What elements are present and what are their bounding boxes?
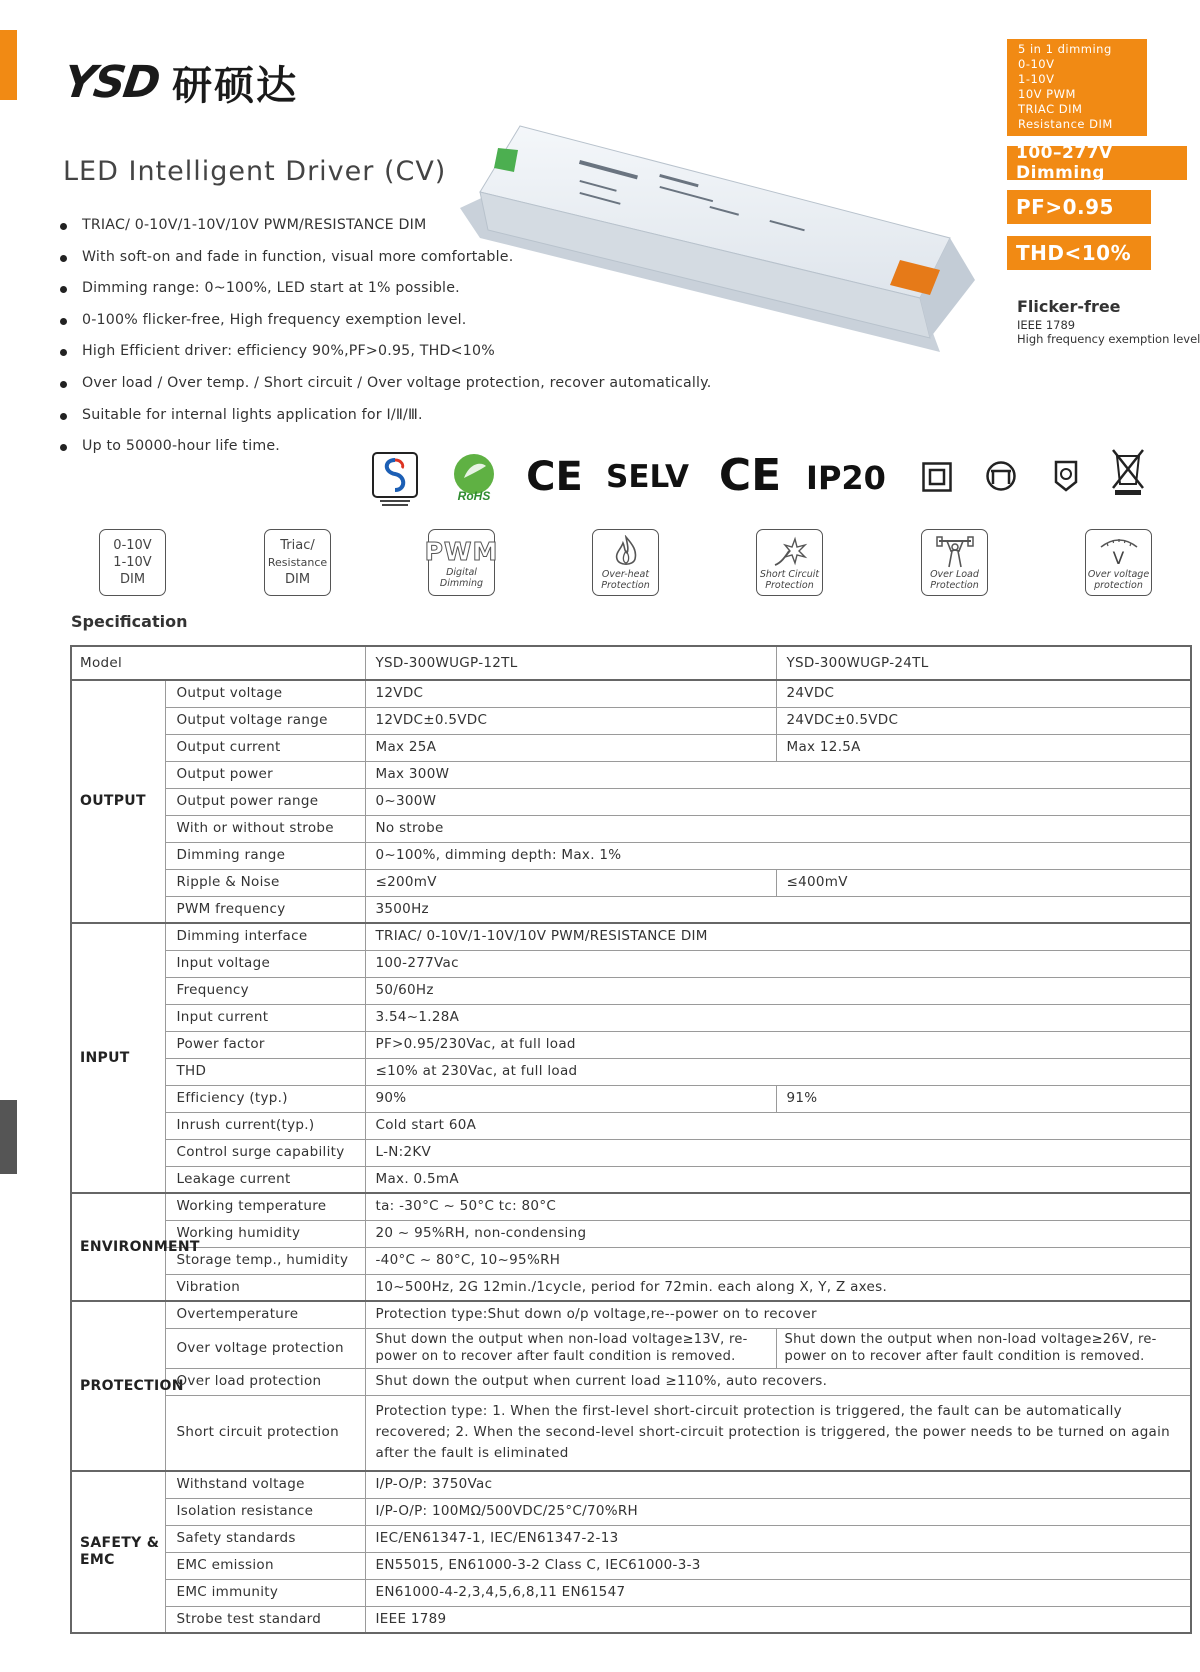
spec-row	[71, 761, 1191, 788]
model-label: Model	[71, 646, 365, 680]
product-image	[460, 120, 1000, 360]
icon-short-circuit-protection	[756, 529, 823, 596]
dimming-mode-line: 10V PWM	[1018, 87, 1076, 101]
feature-item: With soft-on and fade in function, visual more comfortable.	[58, 247, 618, 279]
flicker-level: High frequency exemption level	[1017, 332, 1200, 346]
spec-value: ta: -30°C ~ 50°C tc: 80°C	[365, 1193, 1191, 1220]
spec-row	[71, 1166, 1191, 1193]
pwm-big-label: PWM	[424, 536, 499, 566]
page-title: LED Intelligent Driver (CV)	[63, 156, 447, 187]
spec-value-12v: ≤200mV	[365, 869, 776, 896]
spec-row	[71, 680, 1191, 707]
icon-label-line: Resistance	[267, 556, 328, 569]
spec-row	[71, 1301, 1191, 1328]
spec-parameter: Inrush current(typ.)	[165, 1112, 365, 1139]
icon-small-label: Over-heat	[601, 568, 650, 580]
dimming-mode-line: 1-10V	[1018, 72, 1055, 86]
spec-parameter: With or without strobe	[165, 815, 365, 842]
icon-over-voltage-protection	[1085, 529, 1152, 596]
icon-label-line: 1-10V	[113, 555, 152, 570]
model-12v: YSD-300WUGP-12TL	[365, 646, 776, 680]
ce-mark-icon: CE	[526, 454, 583, 500]
icon-small-label: Short Circuit	[759, 568, 820, 580]
independent-driver-icon	[983, 458, 1019, 494]
feature-item: High Efficient driver: efficiency 90%,PF>0.95, THD<10%	[58, 341, 618, 373]
spec-value: 100-277Vac	[365, 950, 1191, 977]
spec-row	[71, 869, 1191, 896]
spec-row	[71, 707, 1191, 734]
spec-parameter: Short circuit protection	[165, 1395, 365, 1471]
spec-parameter: Strobe test standard	[165, 1606, 365, 1633]
spec-row	[71, 1368, 1191, 1395]
ip20-rating: IP20	[806, 459, 886, 497]
feature-item: TRIAC/ 0-10V/1-10V/10V PWM/RESISTANCE DIM	[58, 215, 618, 247]
spec-parameter: Isolation resistance	[165, 1498, 365, 1525]
spec-value-12v: 12VDC	[365, 680, 776, 707]
specification-heading: Specification	[71, 612, 188, 631]
spec-value-24v: 24VDC±0.5VDC	[776, 707, 1191, 734]
spec-value: EN55015, EN61000-3-2 Class C, IEC61000-3-3	[365, 1552, 1191, 1579]
spec-value: IEC/EN61347-1, IEC/EN61347-2-13	[365, 1525, 1191, 1552]
spec-parameter: THD	[165, 1058, 365, 1085]
icon-small-label: Protection	[930, 579, 979, 591]
spec-parameter: Output power	[165, 761, 365, 788]
spec-value-12v: Max 25A	[365, 734, 776, 761]
icon-small-label: protection	[1094, 579, 1143, 591]
weee-bin-icon	[1110, 448, 1146, 496]
spec-parameter: Working temperature	[165, 1193, 365, 1220]
spec-parameter: Storage temp., humidity	[165, 1247, 365, 1274]
dimming-mode-line: 0-10V	[1018, 57, 1055, 71]
spec-row	[71, 1471, 1191, 1498]
icon-triac-resistance-dim	[264, 529, 331, 596]
spec-value-24v: 24VDC	[776, 680, 1191, 707]
spec-value: 3.54~1.28A	[365, 1004, 1191, 1031]
icon-label-line: DIM	[284, 572, 311, 587]
spec-row	[71, 1031, 1191, 1058]
spec-row	[71, 950, 1191, 977]
spec-value: -40°C ~ 80°C, 10~95%RH	[365, 1247, 1191, 1274]
spec-parameter: Over voltage protection	[165, 1328, 365, 1368]
spec-parameter: Vibration	[165, 1274, 365, 1301]
spec-parameter: Working humidity	[165, 1220, 365, 1247]
spec-row	[71, 1395, 1191, 1471]
spec-row	[71, 842, 1191, 869]
gauge-icon	[1097, 535, 1141, 549]
spec-category: SAFETY & EMC	[71, 1471, 165, 1633]
spec-category: PROTECTION	[71, 1301, 165, 1471]
spec-value-12v: Shut down the output when non-load voltage≥13V, re-power on to recover after fault condition is removed.	[365, 1328, 776, 1368]
spec-value: I/P-O/P: 3750Vac	[365, 1471, 1191, 1498]
dimming-mode-line: 5 in 1 dimming	[1018, 42, 1112, 56]
spec-parameter: Power factor	[165, 1031, 365, 1058]
spec-parameter: Output power range	[165, 788, 365, 815]
spec-parameter: Over load protection	[165, 1368, 365, 1395]
icon-small-label: Over voltage	[1087, 568, 1150, 580]
spec-category: ENVIRONMENT	[71, 1193, 165, 1301]
spec-value: ≤10% at 230Vac, at full load	[365, 1058, 1191, 1085]
spec-value: 50/60Hz	[365, 977, 1191, 1004]
spec-parameter: Output voltage range	[165, 707, 365, 734]
feature-item: Over load / Over temp. / Short circuit / Over voltage protection, recover automatically.	[58, 373, 618, 405]
feature-item: Up to 50000-hour life time.	[58, 436, 618, 468]
spec-table-body	[71, 646, 1191, 1633]
icon-pwm-digital-dimming	[424, 529, 499, 596]
spec-value: 3500Hz	[365, 896, 1191, 923]
spec-value: IEEE 1789	[365, 1606, 1191, 1633]
flicker-free-details	[1017, 318, 1200, 346]
feature-item: Suitable for internal lights application for Ⅰ/Ⅱ/Ⅲ.	[58, 405, 618, 437]
spec-parameter: PWM frequency	[165, 896, 365, 923]
spec-parameter: Control surge capability	[165, 1139, 365, 1166]
selv-mark: SELV	[606, 459, 689, 495]
spark-icon	[771, 535, 809, 569]
spec-parameter: Overtemperature	[165, 1301, 365, 1328]
badge-power-factor: PF>0.95	[1007, 190, 1151, 224]
spec-value-24v: Shut down the output when non-load voltage≥26V, re-power on to recover after fault condition is removed.	[776, 1328, 1191, 1368]
specification-table	[70, 645, 1192, 1634]
voltage-symbol: V	[1112, 548, 1125, 569]
side-tab-marker	[0, 1100, 17, 1174]
spec-value: Max 300W	[365, 761, 1191, 788]
spec-parameter: EMC immunity	[165, 1579, 365, 1606]
dimming-modes-box	[1007, 39, 1147, 136]
model-24v: YSD-300WUGP-24TL	[776, 646, 1191, 680]
feature-item: Dimming range: 0~100%, LED start at 1% possible.	[58, 278, 618, 310]
ce-mark-large-icon: CE	[718, 449, 782, 501]
spec-parameter: Output voltage	[165, 680, 365, 707]
spec-row	[71, 1498, 1191, 1525]
spec-parameter: Efficiency (typ.)	[165, 1085, 365, 1112]
icon-label-line: Triac/	[280, 538, 315, 553]
dimming-mode-line: Resistance DIM	[1018, 117, 1113, 131]
spec-parameter: Safety standards	[165, 1525, 365, 1552]
spec-value: Shut down the output when current load ≥110%, auto recovers.	[365, 1368, 1191, 1395]
icon-0-10v-dim	[99, 529, 166, 596]
spec-row	[71, 1274, 1191, 1301]
spec-value-24v: ≤400mV	[776, 869, 1191, 896]
spec-row	[71, 923, 1191, 950]
dimming-mode-line: TRIAC DIM	[1018, 102, 1083, 116]
spec-parameter: Dimming interface	[165, 923, 365, 950]
rohs-label: RoHS	[457, 489, 491, 502]
icon-small-label: Protection	[601, 579, 650, 591]
flame-icon	[611, 535, 641, 569]
spec-parameter: Ripple & Noise	[165, 869, 365, 896]
spec-category: OUTPUT	[71, 680, 165, 923]
icon-over-load-protection	[921, 529, 988, 596]
icon-label-line: 0-10V	[113, 538, 152, 553]
spec-category: INPUT	[71, 923, 165, 1193]
accent-bar	[0, 30, 17, 100]
icon-small-label: Digital	[446, 566, 477, 578]
class-ii-icon	[920, 460, 954, 494]
spec-value: Protection type:Shut down o/p voltage,re--power on to recover	[365, 1301, 1191, 1328]
badge-thd: THD<10%	[1007, 236, 1151, 270]
spec-row	[71, 1247, 1191, 1274]
spec-row	[71, 1193, 1191, 1220]
spec-value: Max. 0.5mA	[365, 1166, 1191, 1193]
bis-certification-icon	[370, 452, 420, 508]
spec-row	[71, 1220, 1191, 1247]
spec-value: Cold start 60A	[365, 1112, 1191, 1139]
spec-value: 0~100%, dimming depth: Max. 1%	[365, 842, 1191, 869]
spec-row	[71, 896, 1191, 923]
icon-small-label: Over Load	[930, 568, 979, 580]
spec-row	[71, 1058, 1191, 1085]
spec-parameter: EMC emission	[165, 1552, 365, 1579]
spec-value: 0~300W	[365, 788, 1191, 815]
spec-row	[71, 977, 1191, 1004]
spec-value: TRIAC/ 0-10V/1-10V/10V PWM/RESISTANCE DIM	[365, 923, 1191, 950]
rohs-icon	[449, 452, 499, 502]
spec-value-12v: 90%	[365, 1085, 776, 1112]
spec-parameter: Input voltage	[165, 950, 365, 977]
spec-row	[71, 734, 1191, 761]
spec-row	[71, 1139, 1191, 1166]
spec-value: No strobe	[365, 815, 1191, 842]
model-row	[71, 646, 1191, 680]
spec-row	[71, 1606, 1191, 1633]
spec-row	[71, 1112, 1191, 1139]
brand-logo	[60, 56, 299, 109]
weightlifter-icon	[935, 535, 975, 569]
spec-row	[71, 788, 1191, 815]
spec-parameter: Leakage current	[165, 1166, 365, 1193]
spec-value-24v: 91%	[776, 1085, 1191, 1112]
spec-row	[71, 815, 1191, 842]
flicker-free-title: Flicker-free	[1017, 297, 1121, 316]
spec-row	[71, 1004, 1191, 1031]
logo-mark: YSD	[60, 56, 162, 108]
thermal-protection-icon	[1051, 458, 1081, 494]
spec-value: L-N:2KV	[365, 1139, 1191, 1166]
spec-value: 20 ~ 95%RH, non-condensing	[365, 1220, 1191, 1247]
spec-value-24v: Max 12.5A	[776, 734, 1191, 761]
icon-label-line: DIM	[119, 572, 146, 587]
spec-value: 10~500Hz, 2G 12min./1cycle, period for 72min. each along X, Y, Z axes.	[365, 1274, 1191, 1301]
flicker-standard: IEEE 1789	[1017, 318, 1076, 332]
spec-row	[71, 1579, 1191, 1606]
spec-value: PF>0.95/230Vac, at full load	[365, 1031, 1191, 1058]
spec-value: I/P-O/P: 100MΩ/500VDC/25°C/70%RH	[365, 1498, 1191, 1525]
icon-over-heat-protection	[592, 529, 659, 596]
spec-parameter: Withstand voltage	[165, 1471, 365, 1498]
spec-parameter: Output current	[165, 734, 365, 761]
spec-value-12v: 12VDC±0.5VDC	[365, 707, 776, 734]
spec-parameter: Frequency	[165, 977, 365, 1004]
feature-item: 0-100% flicker-free, High frequency exemption level.	[58, 310, 618, 342]
logo-chinese-name: 研硕达	[172, 62, 299, 109]
spec-parameter: Input current	[165, 1004, 365, 1031]
spec-row	[71, 1525, 1191, 1552]
spec-parameter: Dimming range	[165, 842, 365, 869]
icon-small-label: Dimming	[439, 577, 484, 589]
spec-row	[71, 1085, 1191, 1112]
badge-voltage-dimming: 100–277V Dimming	[1007, 146, 1187, 180]
spec-row	[71, 1552, 1191, 1579]
icon-small-label: Protection	[765, 579, 814, 591]
spec-value: EN61000-4-2,3,4,5,6,8,11 EN61547	[365, 1579, 1191, 1606]
spec-value: Protection type: 1. When the first-level short-circuit protection is triggered, the fault can be automatically recovered; 2. When the second-level short-circuit protection is triggered, the power needs to be turned on again after the fault is eliminated	[365, 1395, 1191, 1471]
spec-row	[71, 1328, 1191, 1368]
